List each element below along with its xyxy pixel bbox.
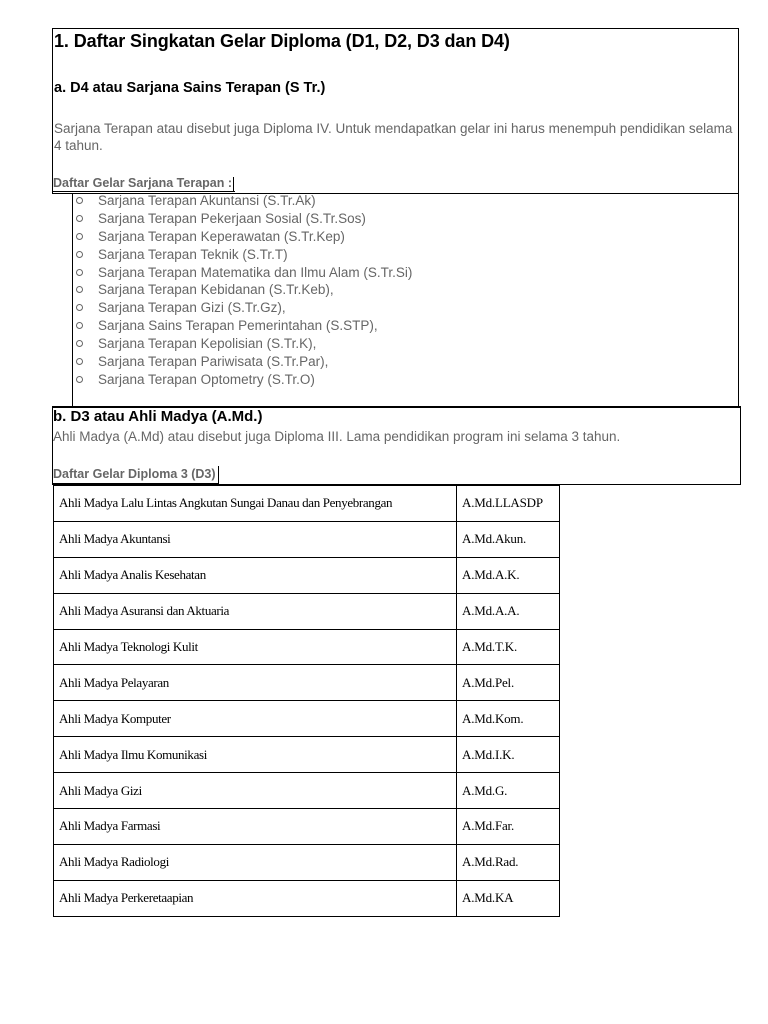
table-row (54, 880, 560, 916)
degree-abbr-cell: A.Md.Akun. (457, 521, 560, 557)
section-frame-top (52, 28, 739, 193)
degree-abbr-cell: A.Md.LLASDP (457, 486, 560, 522)
list-item: Sarjana Terapan Pariwisata (S.Tr.Par), (76, 354, 412, 372)
table-row (54, 629, 560, 665)
d3-list-label: Daftar Gelar Diploma 3 (D3) (53, 466, 219, 484)
circle-bullet-icon (76, 322, 83, 329)
circle-bullet-icon (76, 358, 83, 365)
d4-degree-list (76, 193, 412, 390)
d3-description: Ahli Madya (A.Md) atau disebut juga Diploma III. Lama pendidikan program ini selama 3 tahun. (53, 429, 621, 444)
d3-degree-table (53, 485, 560, 917)
circle-bullet-icon (76, 286, 83, 293)
table-row (54, 844, 560, 880)
degree-abbr-cell: A.Md.KA (457, 880, 560, 916)
table-row (54, 593, 560, 629)
table-row (54, 486, 560, 522)
circle-bullet-icon (76, 233, 83, 240)
degree-abbr-cell: A.Md.I.K. (457, 737, 560, 773)
table-row (54, 737, 560, 773)
degree-name-cell: Ahli Madya Farmasi (54, 809, 457, 845)
degree-abbr-cell: A.Md.T.K. (457, 629, 560, 665)
degree-name-cell: Ahli Madya Pelayaran (54, 665, 457, 701)
degree-name-cell: Ahli Madya Asuransi dan Aktuaria (54, 593, 457, 629)
list-item: Sarjana Terapan Pekerjaan Sosial (S.Tr.Sos) (76, 211, 412, 229)
degree-abbr-cell: A.Md.Pel. (457, 665, 560, 701)
degree-abbr-cell: A.Md.Rad. (457, 844, 560, 880)
list-item: Sarjana Terapan Akuntansi (S.Tr.Ak) (76, 193, 412, 211)
page-title: 1. Daftar Singkatan Gelar Diploma (D1, D2, D3 dan D4) (54, 31, 510, 51)
circle-bullet-icon (76, 197, 83, 204)
table-row (54, 521, 560, 557)
list-item: Sarjana Terapan Kepolisian (S.Tr.K), (76, 336, 412, 354)
degree-name-cell: Ahli Madya Komputer (54, 701, 457, 737)
circle-bullet-icon (76, 304, 83, 311)
table-row (54, 773, 560, 809)
list-item: Sarjana Terapan Gizi (S.Tr.Gz), (76, 300, 412, 318)
degree-name-cell: Ahli Madya Akuntansi (54, 521, 457, 557)
degree-name-cell: Ahli Madya Lalu Lintas Angkutan Sungai Danau dan Penyebrangan (54, 486, 457, 522)
table-row (54, 665, 560, 701)
d3-heading: b. D3 atau Ahli Madya (A.Md.) (53, 408, 263, 425)
degree-abbr-cell: A.Md.A.A. (457, 593, 560, 629)
circle-bullet-icon (76, 251, 83, 258)
degree-abbr-cell: A.Md.G. (457, 773, 560, 809)
degree-name-cell: Ahli Madya Analis Kesehatan (54, 557, 457, 593)
degree-name-cell: Ahli Madya Perkeretaapian (54, 880, 457, 916)
list-item: Sarjana Terapan Matematika dan Ilmu Alam (S.Tr.Si) (76, 265, 412, 283)
degree-abbr-cell: A.Md.Kom. (457, 701, 560, 737)
table-row (54, 701, 560, 737)
list-item: Sarjana Sains Terapan Pemerintahan (S.STP), (76, 318, 412, 336)
circle-bullet-icon (76, 215, 83, 222)
d4-list-label: Daftar Gelar Sarjana Terapan : (53, 175, 235, 192)
circle-bullet-icon (76, 340, 83, 347)
degree-abbr-cell: A.Md.A.K. (457, 557, 560, 593)
degree-name-cell: Ahli Madya Teknologi Kulit (54, 629, 457, 665)
degree-abbr-cell: A.Md.Far. (457, 809, 560, 845)
d4-description: Sarjana Terapan atau disebut juga Diploma IV. Untuk mendapatkan gelar ini harus menempuh pendidikan selama 4 tahun. (54, 121, 733, 153)
degree-name-cell: Ahli Madya Radiologi (54, 844, 457, 880)
table-row (54, 809, 560, 845)
circle-bullet-icon (76, 376, 83, 383)
degree-name-cell: Ahli Madya Gizi (54, 773, 457, 809)
list-item: Sarjana Terapan Optometry (S.Tr.O) (76, 372, 412, 390)
degree-name-cell: Ahli Madya Ilmu Komunikasi (54, 737, 457, 773)
table-row (54, 557, 560, 593)
list-item: Sarjana Terapan Keperawatan (S.Tr.Kep) (76, 229, 412, 247)
d4-heading: a. D4 atau Sarjana Sains Terapan (S Tr.) (54, 80, 326, 96)
list-item: Sarjana Terapan Kebidanan (S.Tr.Keb), (76, 282, 412, 300)
circle-bullet-icon (76, 269, 83, 276)
list-item: Sarjana Terapan Teknik (S.Tr.T) (76, 247, 412, 265)
